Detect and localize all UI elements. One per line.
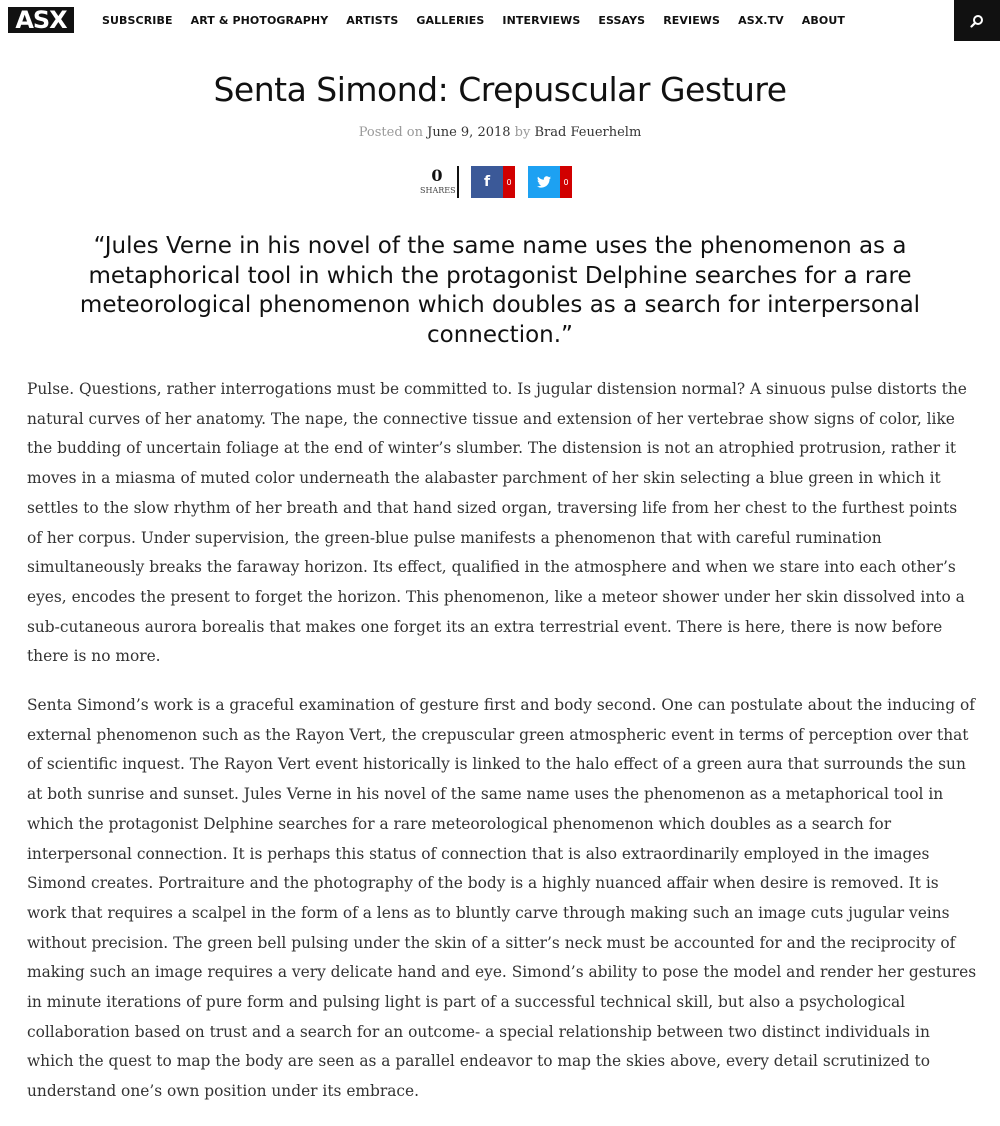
article-title: Senta Simond: Crepuscular Gesture <box>213 70 787 109</box>
article-body <box>27 375 977 1126</box>
body-paragraph-2: Senta Simond’s work is a graceful examination of gesture first and body second. One can postulate about the inducing of external phenomenon such as the Rayon Vert, the crepuscular green atmospheric event in terms of perception over that of scientific inquest. The Rayon Vert event historically is linked to the halo effect of a green aura that surrounds the sun at both sunrise and sunset. Jules Verne in his novel of the same name uses the phenomenon as a metaphorical tool in which the protagonist Delphine searches for a rare meteorological phenomenon which doubles as a search for interpersonal connection. It is perhaps this status of connection that is also extraordinarily employed in the images Simond creates. Portraiture and the photography of the body is a highly nuanced affair when desire is removed. It is work that requires a scalpel in the form of a lens as to bluntly carve through making such an image cuts jugular veins without precision. The green bell pulsing under the skin of a sitter’s neck must be accounted for and the reciprocity of making such an image requires a very delicate hand and eye. Simond’s ability to pose the model and render her gestures in minute iterations of pure form and pulsing light is part of a successful technical skill, but also a psychological collaboration based on trust and a search for an outcome- a special relationship between two distinct individuals in which the quest to map the body are seen as a parallel endeavor to map the skies above, every detail scrutinized to understand one’s own position under its embrace. <box>27 696 977 1101</box>
by-label: by <box>514 125 531 140</box>
body-paragraph-1: Pulse. Questions, rather interrogations must be committed to. Is jugular distension normal? A sinuous pulse distorts the natural curves of her anatomy. The nape, the connective tissue and extension of her vertebrae show signs of color, like the budding of uncertain foliage at the end of winter’s slumber. The distension is not an atrophied protrusion, rather it moves in a miasma of muted color underneath the alabaster parchment of her skin selecting a blue green in which it settles to the slow rhythm of her breath and that hand sized organ, traversing life from her chest to the furthest points of her corpus. Under supervision, the green-blue pulse manifests a phenomenon that with careful rumination simultaneously breaks the faraway horizon. Its effect, qualified in the atmosphere and when we stare into each other’s eyes, encodes the present to forget the horizon. This phenomenon, like a meteor shower under her skin dissolved into a sub-cutaneous aurora borealis that makes one forget its an extra terrestrial event. There is here, there is now before there is no more. <box>27 380 967 666</box>
nav-item-art-photography[interactable]: ART & PHOTOGRAPHY <box>190 14 329 27</box>
facebook-share-button[interactable] <box>471 166 515 198</box>
share-count-number: 0 <box>431 166 443 185</box>
twitter-icon <box>528 166 560 198</box>
facebook-icon: f <box>471 166 503 198</box>
nav-item-essays[interactable]: ESSAYS <box>598 14 646 27</box>
share-divider <box>457 166 459 198</box>
search-button[interactable] <box>954 0 1000 41</box>
twitter-share-button[interactable] <box>528 166 572 198</box>
share-count-label: SHARES <box>420 186 456 195</box>
nav-item-interviews[interactable]: INTERVIEWS <box>502 14 581 27</box>
nav-item-asx-tv[interactable]: ASX.TV <box>738 14 784 27</box>
nav-item-galleries[interactable]: GALLERIES <box>416 14 485 27</box>
nav-item-reviews[interactable]: REVIEWS <box>663 14 721 27</box>
share-count <box>420 166 454 195</box>
facebook-share-count: 0 <box>503 166 515 198</box>
main-menu <box>102 0 845 41</box>
article-meta <box>0 125 1000 140</box>
twitter-share-count: 0 <box>560 166 572 198</box>
author-link[interactable]: Brad Feuerhelm <box>534 125 642 140</box>
search-icon <box>970 14 984 28</box>
pull-quote: “Jules Verne in his novel of the same name uses the phenomenon as a metaphorical tool in which the protagonist Delphine searches for a rare meteorological phenomenon which doubles as a search for interpersonal connection.” <box>79 233 921 348</box>
top-navigation <box>0 0 1000 41</box>
post-date[interactable]: June 9, 2018 <box>427 125 511 140</box>
asx-logo[interactable]: ASX <box>8 7 74 33</box>
posted-on-label: Posted on <box>358 125 423 140</box>
nav-item-about[interactable]: ABOUT <box>801 14 845 27</box>
share-bar <box>420 166 580 198</box>
nav-item-subscribe[interactable]: SUBSCRIBE <box>102 14 173 27</box>
nav-item-artists[interactable]: ARTISTS <box>346 14 399 27</box>
